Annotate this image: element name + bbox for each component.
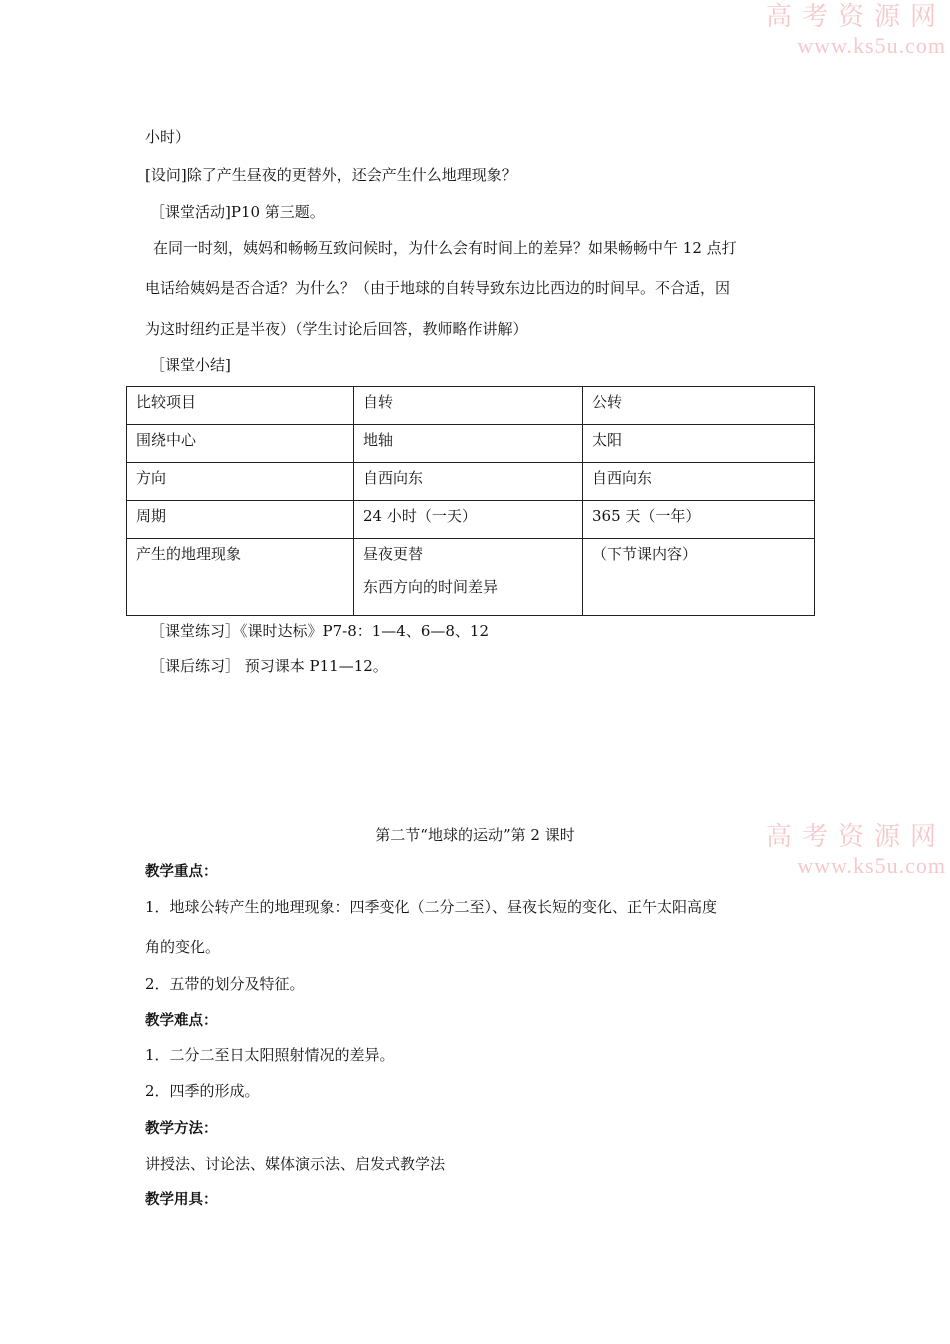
activity-line: ［课堂活动]P10 第三题。	[150, 203, 325, 221]
methods-heading: 教学方法：	[145, 1121, 218, 1137]
question-line: [设问]除了产生昼夜的更替外，还会产生什么地理现象？	[145, 166, 517, 184]
table-cell: 24 小时（一天）	[354, 501, 583, 539]
table-cell: 自西向东	[583, 463, 815, 501]
key-point-line: 1．地球公转产生的地理现象：四季变化（二分二至）、昼夜长短的变化、正午太阳高度	[145, 898, 718, 916]
summary-heading: ［课堂小结]	[150, 356, 231, 374]
table-cell: 自西向东	[354, 463, 583, 501]
key-point-line: 2．五带的划分及特征。	[145, 975, 305, 993]
table-cell: 方向	[127, 463, 354, 501]
table-row	[127, 463, 815, 501]
cell-line: 昼夜更替	[363, 545, 424, 563]
text-line: 小时）	[145, 128, 191, 146]
table-row	[127, 425, 815, 463]
difficulties-heading: 教学难点：	[145, 1013, 218, 1029]
paragraph-line: 在同一时刻，姨妈和畅畅互致问候时，为什么会有时间上的差异？如果畅畅中午 12 点打	[153, 239, 737, 257]
methods-line: 讲授法、讨论法、媒体演示法、启发式教学法	[145, 1155, 446, 1173]
section-title: 第二节“地球的运动”第 2 课时	[375, 826, 575, 844]
key-point-line: 角的变化。	[145, 938, 221, 956]
watermark-url: www.ks5u.com	[797, 853, 946, 879]
watermark-top	[766, 2, 946, 60]
table-cell: 太阳	[583, 425, 815, 463]
table-cell: 公转	[583, 387, 815, 425]
table-cell: 365 天（一年）	[583, 501, 815, 539]
table-cell: 地轴	[354, 425, 583, 463]
table-cell: （下节课内容）	[583, 539, 815, 616]
homework-line: ［课后练习］ 预习课本 P11—12。	[150, 657, 388, 675]
table-cell: 比较项目	[127, 387, 354, 425]
cell-line: 东西方向的时间差异	[363, 578, 499, 596]
practice-line: ［课堂练习］《课时达标》P7-8：1—4、6—8、12	[150, 622, 490, 640]
table-cell: 围绕中心	[127, 425, 354, 463]
table-cell	[354, 539, 583, 616]
watermark-logo-text: 高考资源网	[765, 2, 946, 32]
summary-table	[126, 386, 815, 616]
table-row	[127, 539, 815, 616]
tools-heading: 教学用具：	[145, 1192, 218, 1208]
paragraph-line: 电话给姨妈是否合适？为什么？（由于地球的自转导致东边比西边的时间早。不合适，因	[145, 279, 731, 297]
paragraph-line: 为这时纽约正是半夜）（学生讨论后回答，教师略作讲解）	[145, 320, 528, 338]
difficulty-line: 2．四季的形成。	[145, 1082, 260, 1100]
table-cell: 周期	[127, 501, 354, 539]
table-cell: 产生的地理现象	[127, 539, 354, 616]
difficulty-line: 1．二分二至日太阳照射情况的差异。	[145, 1046, 395, 1064]
key-points-heading: 教学重点：	[145, 864, 218, 880]
table-row	[127, 501, 815, 539]
watermark-logo-text: 高考资源网	[765, 822, 946, 852]
table-cell: 自转	[354, 387, 583, 425]
table-header-row	[127, 387, 815, 425]
watermark-url: www.ks5u.com	[797, 33, 946, 59]
